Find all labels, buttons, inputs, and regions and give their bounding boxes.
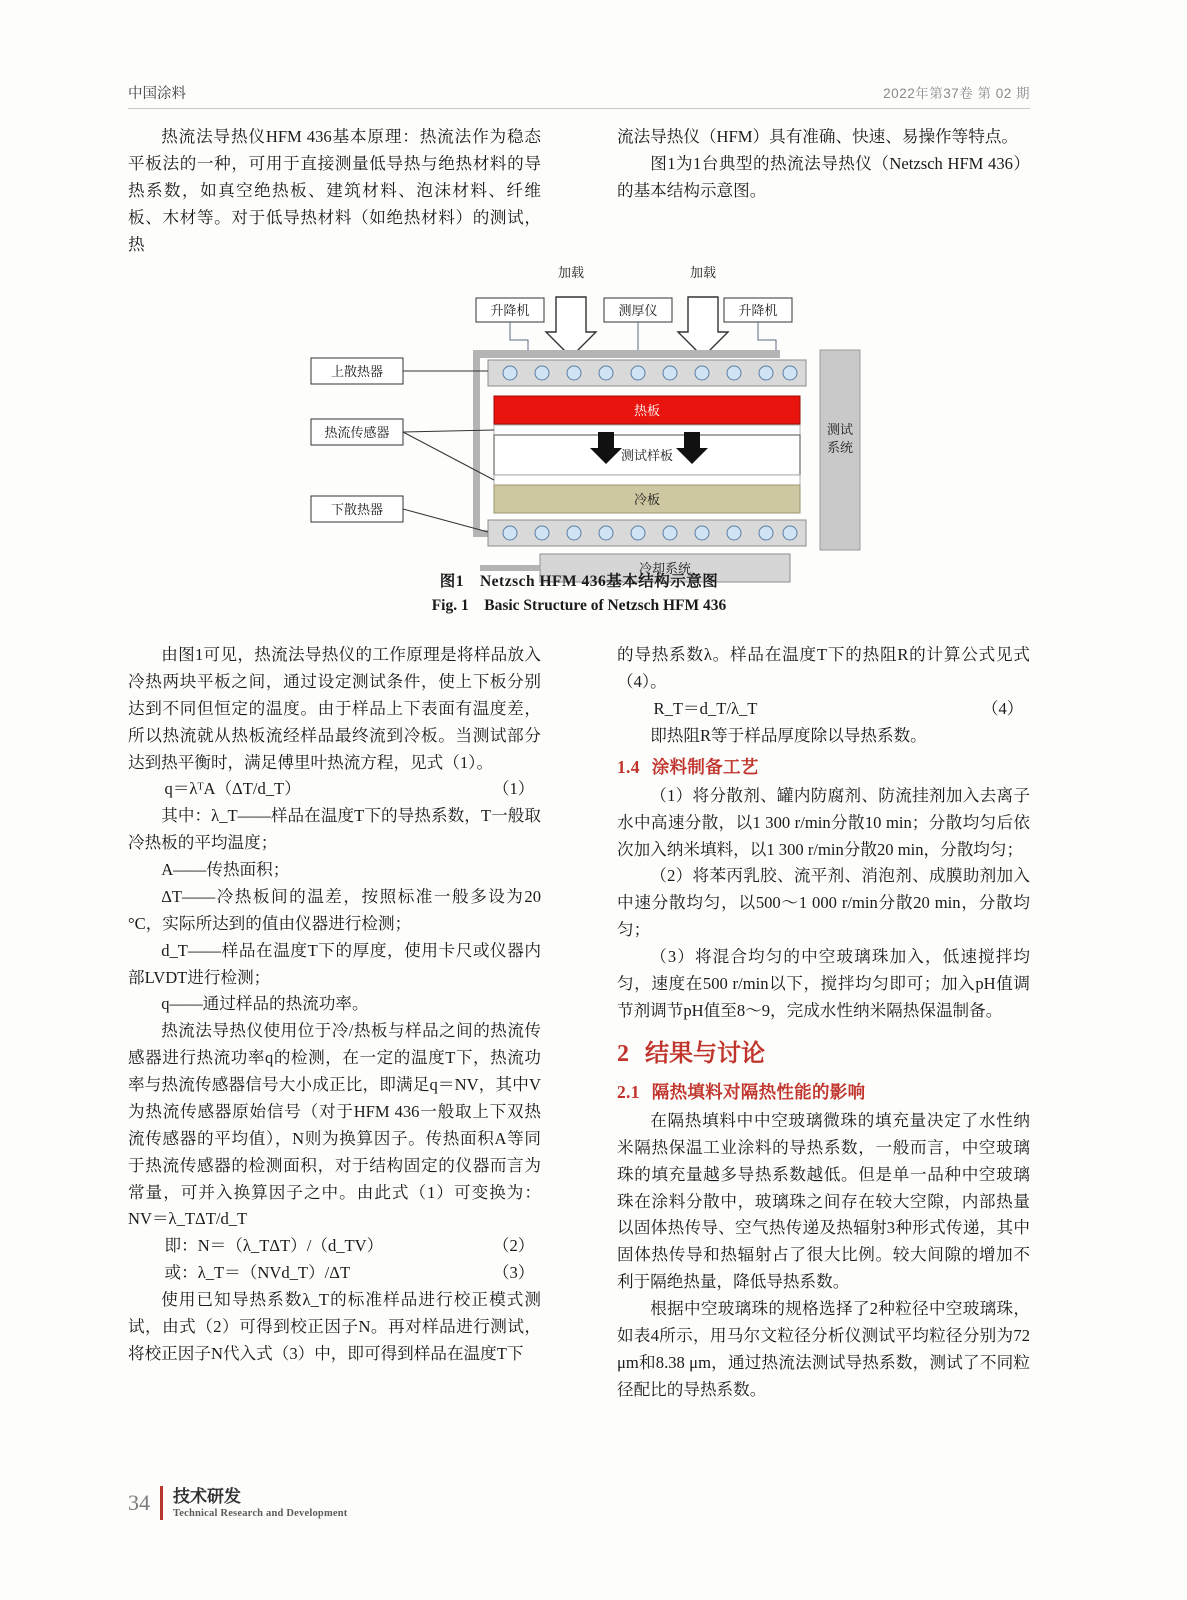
equation-2-body: 即：N＝（λ_TΔT）/（d_TV） xyxy=(164,1236,384,1256)
figure-caption-en: Fig. 1 Basic Structure of Netzsch HFM 436 xyxy=(431,597,727,615)
heading-2-1-title: 隔热填料对隔热性能的影响 xyxy=(651,1081,866,1102)
footer-section xyxy=(173,1486,348,1520)
heading-2 xyxy=(617,1035,1030,1074)
header-divider xyxy=(128,108,1030,109)
paragraph: A——传热面积； xyxy=(161,860,290,879)
heading-1-4 xyxy=(617,753,1030,781)
right-column-top xyxy=(617,124,1030,254)
heading-1-4-title: 涂料制备工艺 xyxy=(651,756,759,777)
paragraph: 流法导热仪（HFM）具有准确、快速、易操作等特点。 xyxy=(617,127,1019,146)
figure-caption-cn: 图1 Netzsch HFM 436基本结构示意图 xyxy=(439,573,719,590)
svg-text:系统: 系统 xyxy=(826,440,854,455)
figure-label-cooling-system: 冷却系统 xyxy=(638,561,692,576)
equation-1-number: （1） xyxy=(492,779,535,799)
paragraph: 热流法导热仪HFM 436基本原理：热流法作为稳态平板法的一种，可用于直接测量低导热与绝热材料的导热系数，如真空绝热板、建筑材料、泡沫材料、纤维板、木材等。对于低导热材料（如绝热材料）的测试，热 xyxy=(128,127,541,254)
paragraph: 热流法导热仪使用位于冷/热板与样品之间的热流传感器进行热流功率q的检测，在一定的温度T下，热流功率与热流传感器信号大小成正比，即满足q＝NV，其中V为热流传感器原始信号（对于HFM 436一般取上下双热流传感器的平均值），N则为换算因子。传热面积A等同于热流传感器的检测面积，对于结构固定的仪器而言为常量，可并入换算因子之中。由此式（1）可变换为：NV＝λ_TΔT/d_T xyxy=(128,1021,541,1229)
paragraph: （2）将苯丙乳胶、流平剂、消泡剂、成膜助剂加入中速分散均匀，以500～1 000 r/min分散20 min，分散均匀； xyxy=(617,866,1030,940)
equation-3-body: 或：λ_T＝（NVd_T）/ΔT xyxy=(164,1263,351,1283)
figure-caption xyxy=(128,570,1030,618)
equation-1-body: q＝λᵀA（ΔT/d_T） xyxy=(164,779,301,799)
figure-label-lower-heatsink: 下散热器 xyxy=(330,502,384,517)
figure-label-load-right: 加载 xyxy=(689,265,717,280)
paragraph: （3）将混合均匀的中空玻璃珠加入，低速搅拌均匀，速度在500 r/min以下，搅拌均匀即可；加入pH值调节剂调节pH值至8～9，完成水性纳米隔热保温制备。 xyxy=(617,947,1030,1020)
right-column-body xyxy=(617,642,1030,1404)
paragraph: 即热阻R等于样品厚度除以导热系数。 xyxy=(650,725,927,745)
paragraph: d_T——样品在温度T下的厚度，使用卡尺或仪器内部LVDT进行检测； xyxy=(128,940,541,987)
page-number: 34 xyxy=(128,1490,150,1516)
heading-1-4-number: 1.4 xyxy=(617,756,640,777)
paragraph: 的导热系数λ。样品在温度T下的热阻R的计算公式见式（4）。 xyxy=(617,645,1030,691)
paragraph: 由图1可见，热流法导热仪的工作原理是将样品放入冷热两块平板之间，通过设定测试条件，使上下板分别达到不同但恒定的温度。由于样品上下表面有温度差，所以热流就从热板流经样品最终流到冷板。当测试部分达到热平衡时，满足傅里叶热流方程，见式（1）。 xyxy=(128,645,541,772)
figure-1 xyxy=(128,262,1030,622)
left-column-body xyxy=(128,642,541,1368)
paragraph: （1）将分散剂、罐内防腐剂、防流挂剂加入去离子水中高速分散，以1 300 r/min分散10 min；分散均匀后依次加入纳米填料，以1 300 r/min分散20 min，分散均匀； xyxy=(617,785,1030,859)
figure-label-sample: 测试样板 xyxy=(620,448,674,463)
paragraph: q——通过样品的热流功率。 xyxy=(161,994,369,1014)
equation-4-number: （4） xyxy=(981,698,1024,718)
heading-2-title: 结果与讨论 xyxy=(645,1039,765,1067)
load-arrow-left xyxy=(546,297,596,357)
equation-4 xyxy=(617,696,1030,723)
figure-label-heat-flux-sensor: 热流传感器 xyxy=(324,425,390,440)
paragraph: ΔT——冷热板间的温差，按照标准一般多设为20 °C，实际所达到的值由仪器进行检测； xyxy=(128,886,541,933)
equation-1 xyxy=(128,776,541,803)
page-footer xyxy=(128,1486,348,1520)
issue-info: 2022年第37卷 第 02 期 xyxy=(883,86,1030,101)
heading-2-1-number: 2.1 xyxy=(617,1081,640,1102)
equation-2 xyxy=(128,1233,541,1260)
figure-label-load-left: 加载 xyxy=(557,265,585,280)
paragraph: 根据中空玻璃珠的规格选择了2种粒径中空玻璃珠，如表4所示，用马尔文粒径分析仪测试平均粒径分别为72 μm和8.38 μm，通过热流法测试导热系数，测试了不同粒径配比的导热系数。 xyxy=(617,1299,1030,1399)
figure-label-thickness-gauge: 测厚仪 xyxy=(618,303,658,318)
journal-name: 中国涂料 xyxy=(128,86,186,102)
load-arrow-right xyxy=(678,297,728,357)
footer-accent-bar xyxy=(160,1486,163,1520)
figure-label-lift-left: 升降机 xyxy=(490,303,530,318)
equation-4-body: R_T＝d_T/λ_T xyxy=(653,698,758,718)
heading-2-1 xyxy=(617,1078,1030,1106)
figure-label-upper-heatsink: 上散热器 xyxy=(330,364,384,379)
figure-label-hot-plate: 热板 xyxy=(633,403,661,418)
paragraph: 图1为1台典型的热流法导热仪（Netzsch HFM 436）的基本结构示意图。 xyxy=(617,153,1030,200)
figure-label-cold-plate: 冷板 xyxy=(633,492,661,507)
equation-3-number: （3） xyxy=(492,1263,535,1283)
footer-section-cn: 技术研发 xyxy=(173,1487,241,1506)
paragraph: 其中：λ_T——样品在温度T下的导热系数，T一般取冷热板的平均温度； xyxy=(128,806,541,853)
figure-label-test-system: 测试 xyxy=(826,422,854,437)
footer-section-en: Technical Research and Development xyxy=(173,1508,348,1520)
left-column-top xyxy=(128,124,541,254)
paragraph: 在隔热填料中中空玻璃微珠的填充量决定了水性纳米隔热保温工业涂料的导热系数，一般而言，中空玻璃珠的填充量越多导热系数越低。但是单一品种中空玻璃珠在涂料分散中，玻璃珠之间存在较大空隙，内部热量以固体热传导、空气热传递及热辐射3种形式传递，其中固体热传导和热辐射占了很大比例。较大间隙的增加不利于隔绝热量，降低导热系数。 xyxy=(617,1110,1030,1292)
paragraph: 使用已知导热系数λ_T的标准样品进行校正模式测试，由式（2）可得到校正因子N。再对样品进行测试，将校正因子N代入式（3）中，即可得到样品在温度T下 xyxy=(128,1290,541,1363)
page-header xyxy=(128,82,1030,103)
figure-label-lift-right: 升降机 xyxy=(738,303,778,318)
equation-3 xyxy=(128,1260,541,1287)
equation-2-number: （2） xyxy=(492,1236,535,1256)
heading-2-number: 2 xyxy=(617,1040,629,1067)
